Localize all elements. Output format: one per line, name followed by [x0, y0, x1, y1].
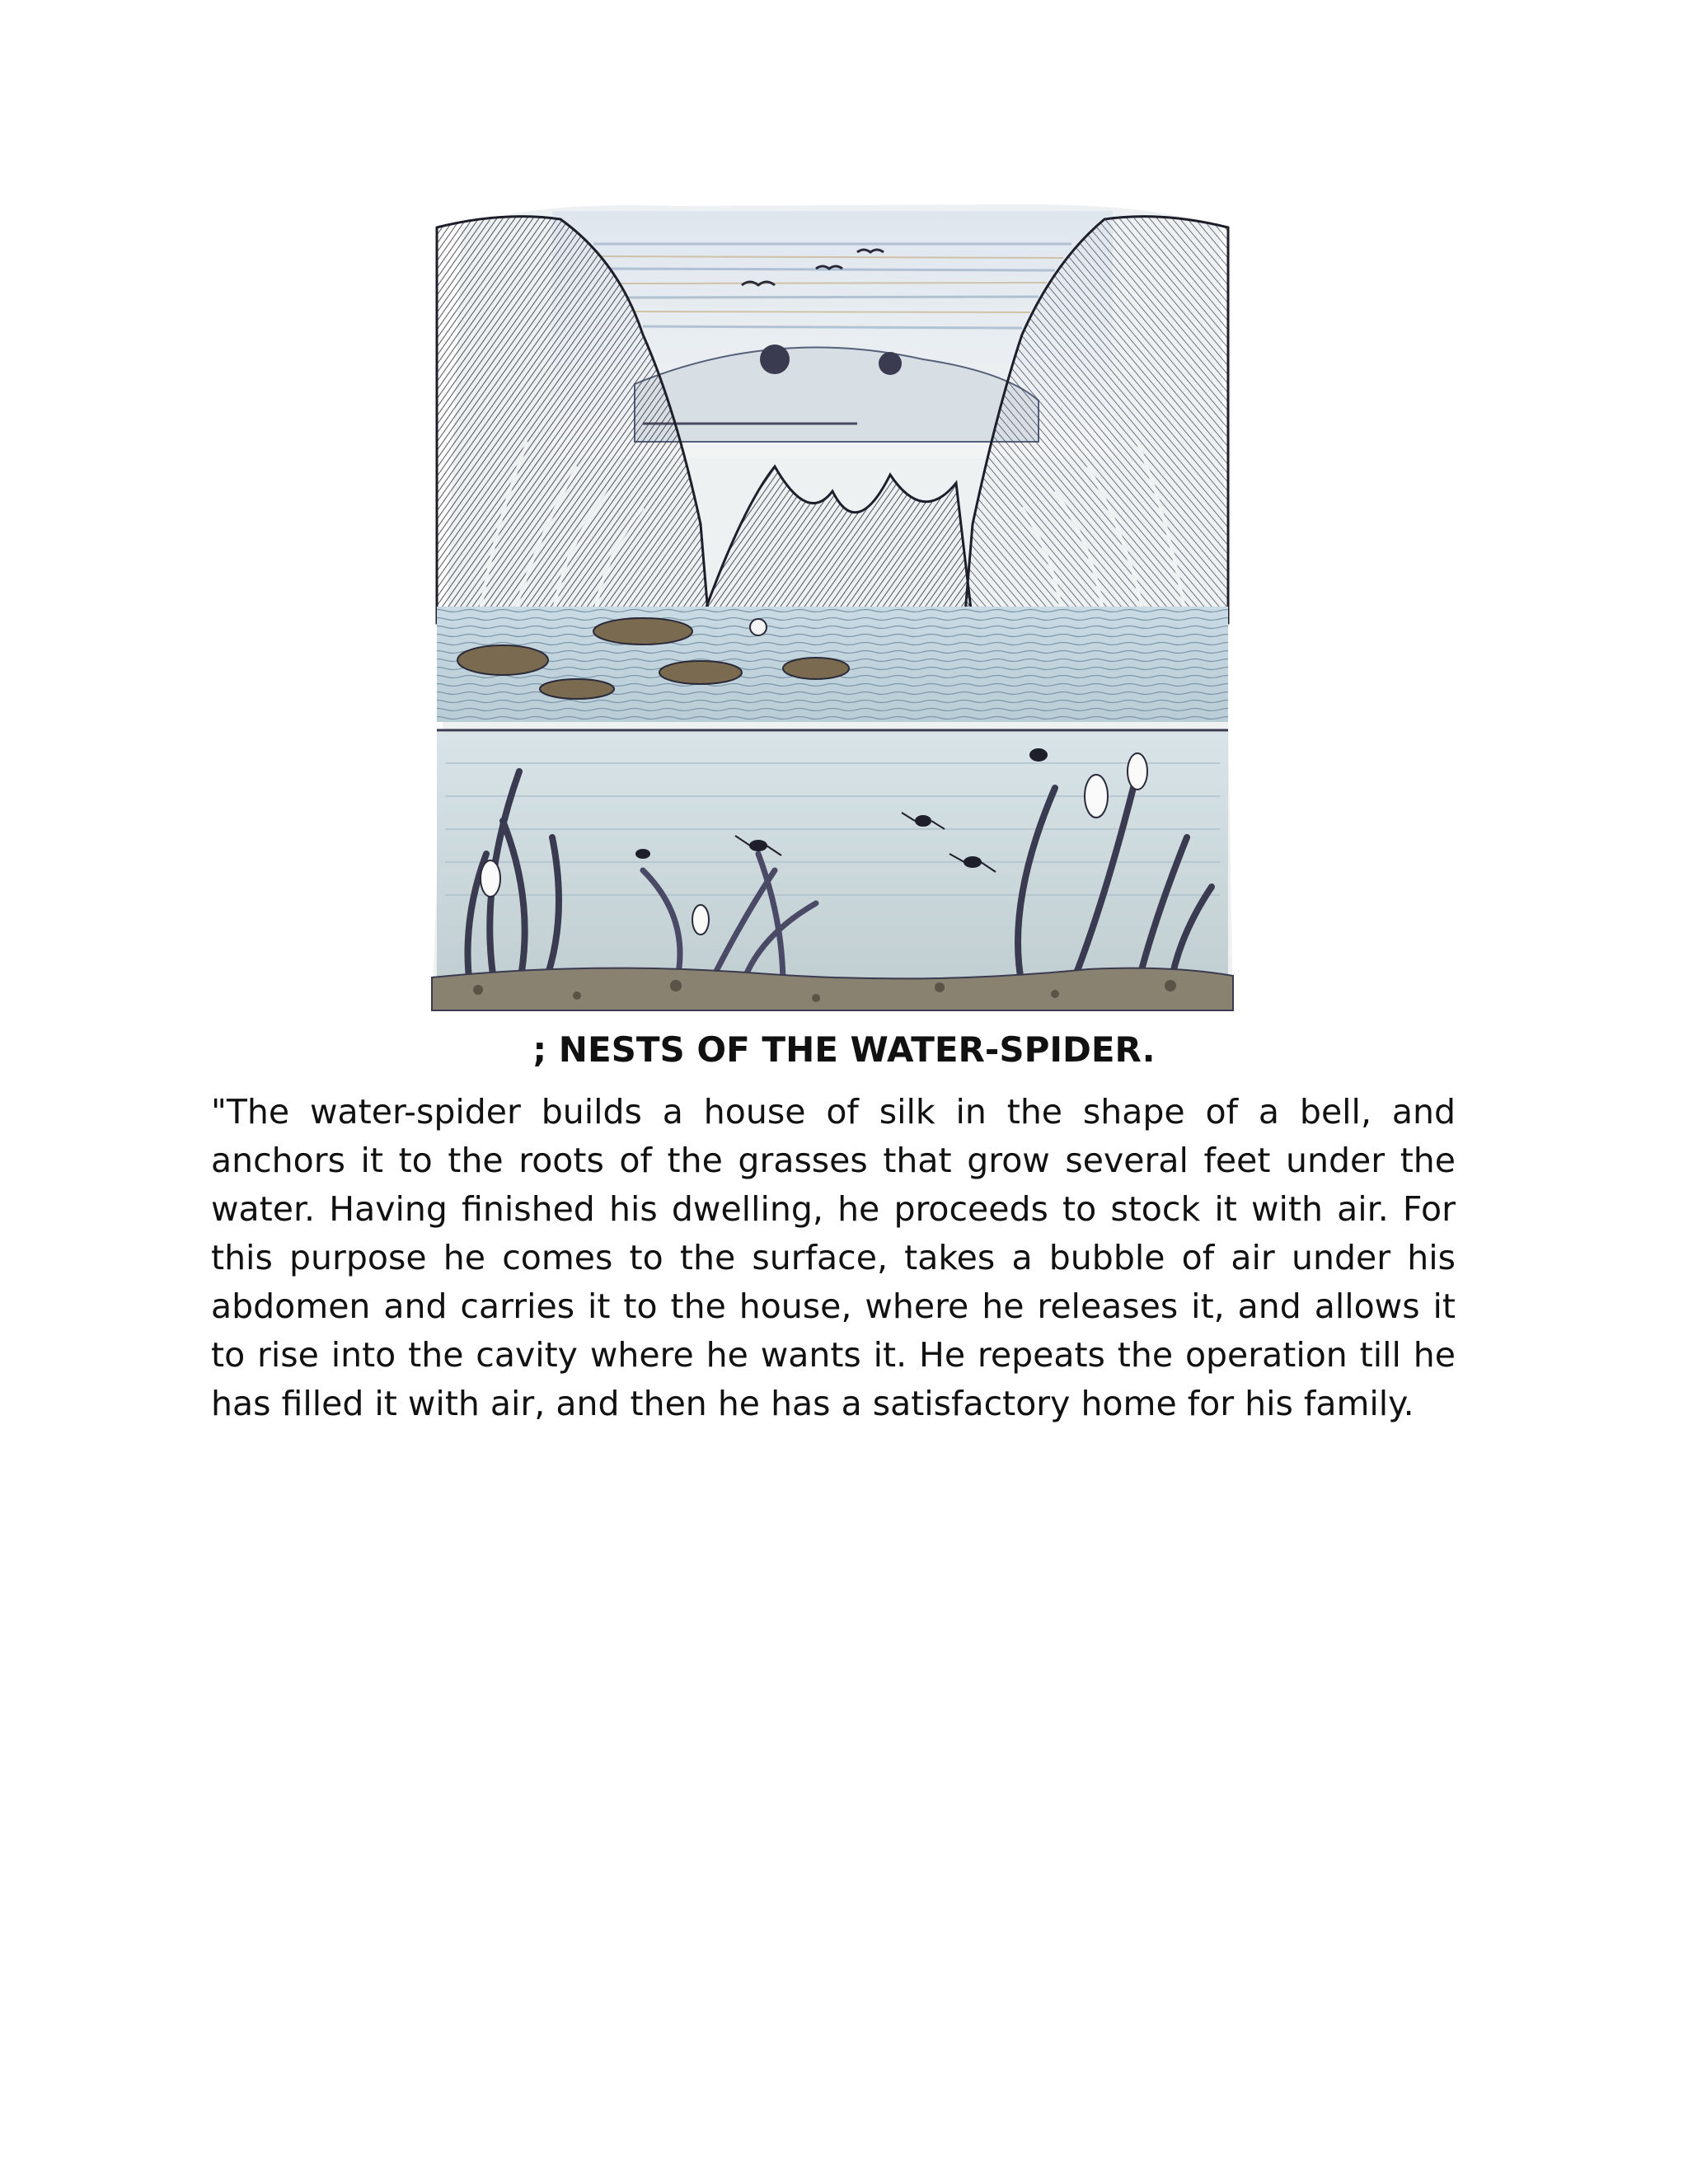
- engraving-svg: [429, 194, 1236, 1015]
- water-spider-engraving: [429, 194, 1236, 1015]
- body-paragraph: "The water-spider builds a house of silk in the shape of a bell, and anchors it to the roots of the grasses that grow several feet under the water. Having finished his dwelling, he proceeds to stock it with air. For this purpose he comes to the surface, takes a bubble of air under his abdomen and carries it to the house, where he releases it, and allows it to rise into the cavity where he wants it. He repeats the operation till he has filled it with air, and then he has a satisfactory home for his family.: [211, 1092, 1456, 1423]
- figure-caption: ; NESTS OF THE WATER-SPIDER.: [532, 1029, 1156, 1070]
